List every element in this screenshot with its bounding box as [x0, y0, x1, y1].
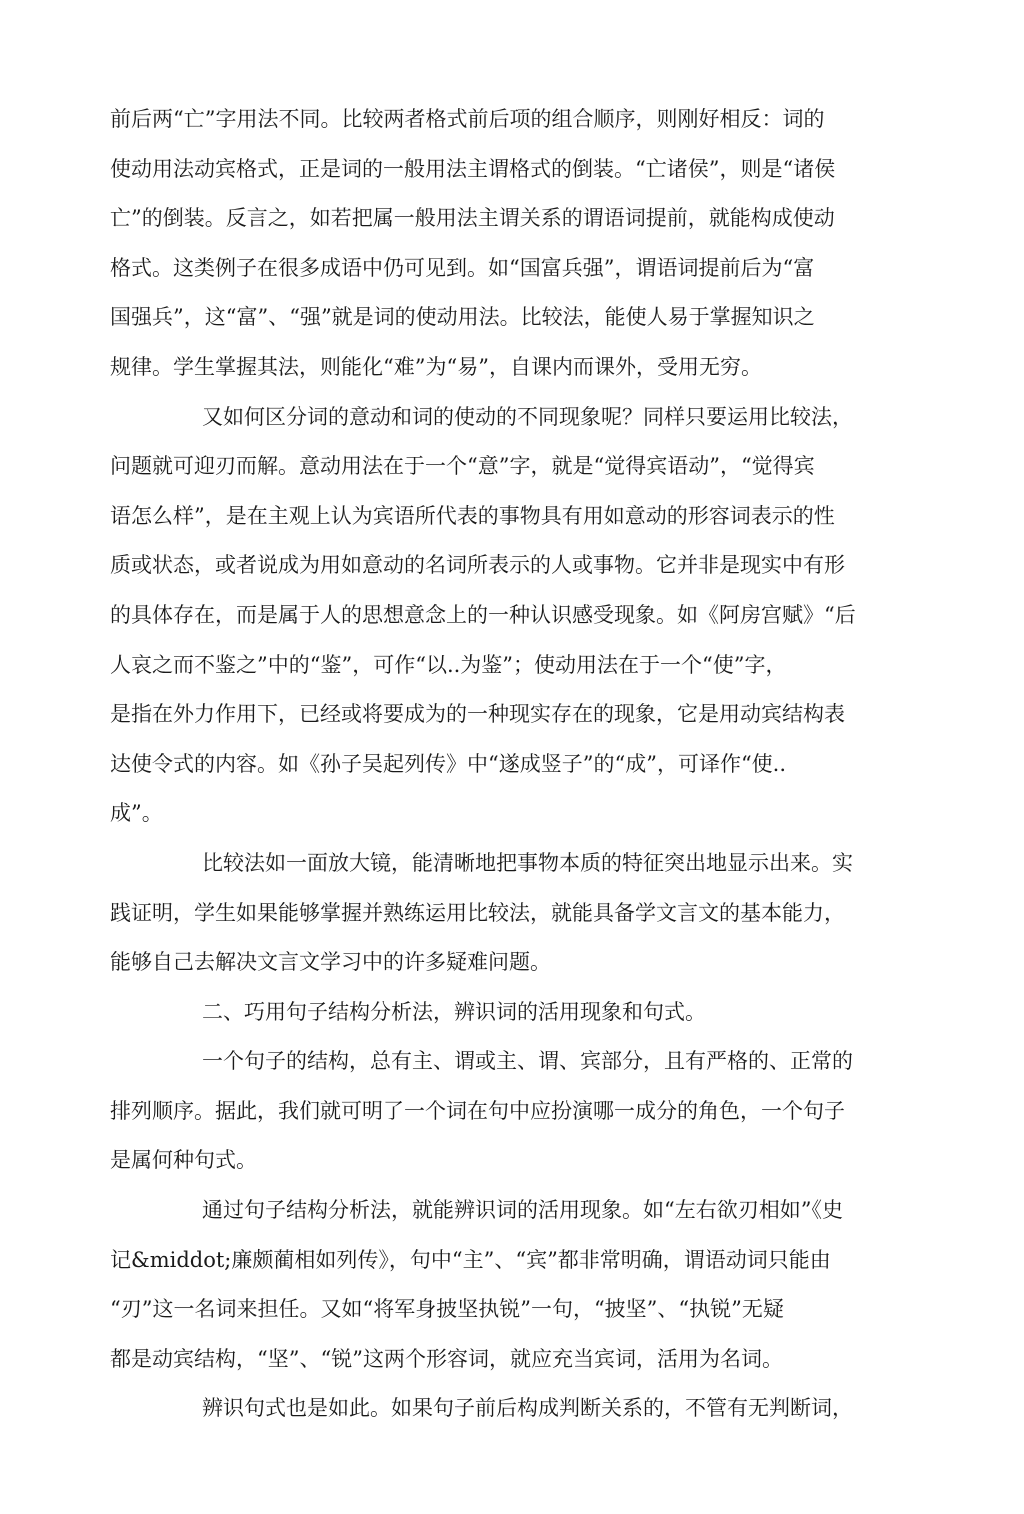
text-line: 一个句子的结构，总有主、谓或主、谓、宾部分，且有严格的、正常的: [202, 1049, 853, 1074]
text-line: 通过句子结构分析法，就能辨识词的活用现象。如“左右欲刃相如”《史: [202, 1198, 843, 1223]
text-line: 是属何种句式。: [110, 1148, 257, 1173]
text-line: 都是动宾结构，“坚”、“锐”这两个形容词，就应充当宾词，活用为名词。: [110, 1346, 783, 1371]
text-line: 是指在外力作用下，已经或将要成为的一种现实存在的现象，它是用动宾结构表: [110, 702, 845, 727]
text-line: 使动用法动宾格式，正是词的一般用法主谓格式的倒装。“亡诸侯”，则是“诸侯: [110, 156, 836, 181]
text-line: 亡”的倒装。反言之，如若把属一般用法主谓关系的谓语词提前，就能构成使动: [110, 206, 835, 231]
text-line: 记&middot;廉颇蔺相如列传》，句中“主”、“宾”都非常明确，谓语动词只能由: [110, 1247, 831, 1272]
text-line: 国强兵”，这“富”、“强”就是词的使动用法。比较法，能使人易于掌握知识之: [110, 305, 815, 330]
text-line: 践证明，学生如果能够掌握并熟练运用比较法，就能具备学文言文的基本能力，: [110, 900, 845, 925]
text-line: 达使令式的内容。如《孙子吴起列传》中“遂成竖子”的“成”，可译作“使..: [110, 751, 787, 776]
text-line: 前后两“亡”字用法不同。比较两者格式前后项的组合顺序，则刚好相反：词的: [110, 107, 825, 131]
text-line: 问题就可迎刃而解。意动用法在于一个“意”字，就是“觉得宾语动”，“觉得宾: [110, 454, 815, 479]
text-line: 比较法如一面放大镜，能清晰地把事物本质的特征突出地显示出来。实: [202, 850, 853, 875]
text-line: 格式。这类例子在很多成语中仍可见到。如“国富兵强”，谓语词提前后为“富: [110, 255, 815, 280]
text-line: “刃”这一名词来担任。又如“将军身披坚执锐”一句，“披坚”、“执锐”无疑: [110, 1297, 784, 1322]
text-line: 成”。: [110, 801, 163, 826]
text-line: 排列顺序。据此，我们就可明了一个词在句中应扮演哪一成分的角色，一个句子: [110, 1098, 845, 1123]
text-line: 能够自己去解决文言文学习中的许多疑难问题。: [110, 950, 551, 975]
text-line: 人哀之而不鉴之”中的“鉴”，可作“以..为鉴”；使动用法在于一个“使”字，: [110, 652, 787, 677]
text-line: 辨识句式也是如此。如果句子前后构成判断关系的，不管有无判断词，: [202, 1396, 853, 1421]
text-line: 质或状态，或者说成为用如意动的名词所表示的人或事物。它并非是现实中有形: [110, 553, 845, 578]
text-line: 又如何区分词的意动和词的使动的不同现象呢？同样只要运用比较法，: [202, 404, 853, 429]
text-line: 语怎么样”，是在主观上认为宾语所代表的事物具有用如意动的形容词表示的性: [110, 503, 835, 528]
body-text: [110, 95, 880, 1434]
text-line: 规律。学生掌握其法，则能化“难”为“易”，自课内而课外，受用无穷。: [110, 354, 762, 379]
text-line: 的具体存在，而是属于人的思想意念上的一种认识感受现象。如《阿房宫赋》“后: [110, 602, 856, 627]
text-line: 二、巧用句子结构分析法，辨识词的活用现象和句式。: [202, 999, 706, 1024]
